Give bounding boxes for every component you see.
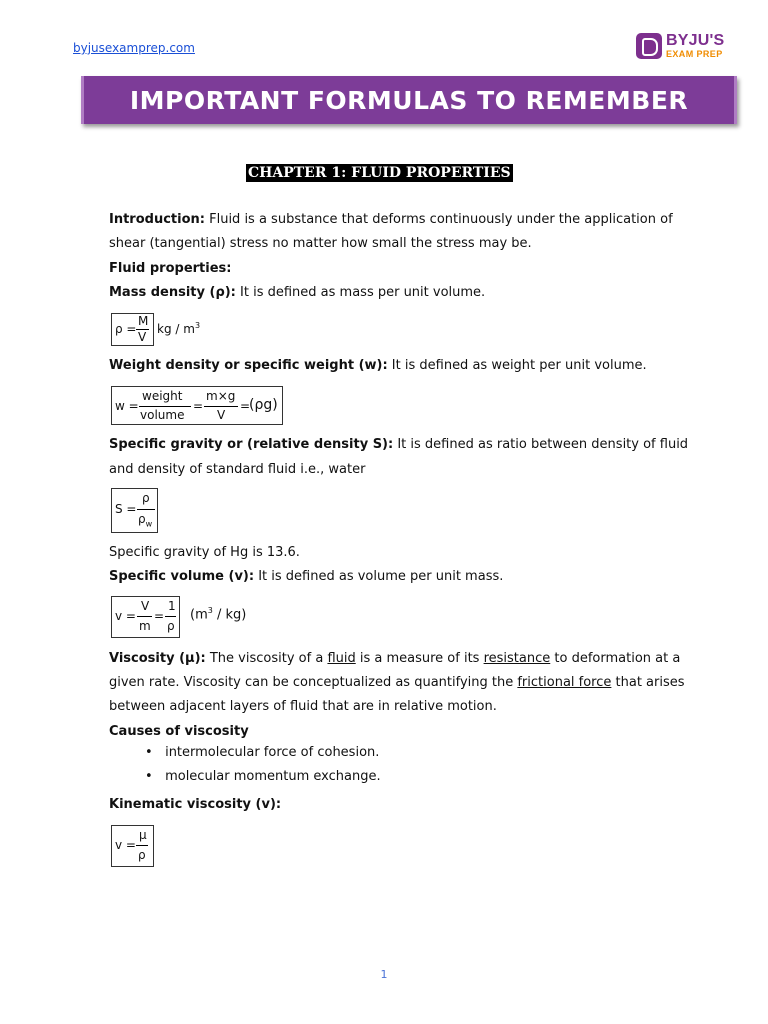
kinematic-viscosity-num: μ bbox=[139, 828, 147, 842]
specific-volume-num2: 1 bbox=[168, 599, 176, 613]
mass-density-label: Mass density (ρ): bbox=[109, 285, 236, 300]
causes-label: Causes of viscosity bbox=[109, 724, 249, 739]
weight-density-eq2: = bbox=[240, 399, 251, 413]
specific-volume-bar1 bbox=[137, 616, 152, 617]
causes-list-item: • intermolecular force of cohesion. bbox=[145, 745, 380, 760]
fluid-properties-heading bbox=[109, 257, 701, 282]
specific-volume-den1: m bbox=[139, 619, 151, 633]
viscosity-line2: given rate. Viscosity can be conceptualized as quantifying the frictional force that arises bbox=[109, 675, 685, 690]
specific-volume-label: Specific volume (v): bbox=[109, 569, 255, 584]
page-number: 1 bbox=[380, 968, 388, 981]
specific-gravity-label: Specific gravity or (relative density S): bbox=[109, 437, 394, 452]
hg-note: Specific gravity of Hg is 13.6. bbox=[109, 545, 300, 560]
mass-density-unit: kg / $m^3$ bbox=[157, 321, 201, 336]
kinematic-viscosity-line bbox=[109, 793, 701, 818]
weight-density-bar2 bbox=[204, 406, 238, 407]
mass-density-den: V bbox=[138, 330, 147, 344]
intro-label: Introduction: bbox=[109, 212, 205, 227]
title-banner bbox=[81, 76, 737, 124]
specific-volume-unit: $(m^3 / kg)$ bbox=[190, 606, 247, 623]
causes-list-item: • molecular momentum exchange. bbox=[145, 769, 381, 784]
specific-volume-eq: = bbox=[154, 609, 165, 623]
kinematic-viscosity-den: ρ bbox=[138, 848, 146, 862]
logo-line1: BYJU'S bbox=[666, 32, 725, 49]
weight-density-den2: V bbox=[217, 408, 226, 422]
byjus-logo-icon bbox=[636, 33, 662, 59]
kinematic-viscosity-formula-box bbox=[111, 825, 154, 867]
specific-gravity-lhs: S = bbox=[115, 502, 137, 516]
chapter-heading: CHAPTER 1: FLUID PROPERTIES bbox=[248, 165, 511, 181]
specific-gravity-text2: and density of standard fluid i.e., water bbox=[109, 462, 366, 477]
causes-heading bbox=[109, 720, 701, 745]
intro-paragraph-line1 bbox=[109, 208, 701, 233]
viscosity-line1: Viscosity (μ): The viscosity of a fluid is a measure of its resistance to deformation at a bbox=[109, 651, 681, 666]
specific-volume-formula-box bbox=[111, 596, 180, 638]
mass-density-lhs: ρ = bbox=[115, 322, 137, 336]
weight-density-eq1: = bbox=[193, 399, 204, 413]
specific-volume-den2: ρ bbox=[167, 619, 175, 633]
weight-density-formula-box bbox=[111, 386, 283, 425]
kinematic-viscosity-lhs: v = bbox=[115, 838, 136, 852]
specific-gravity-bar bbox=[137, 509, 155, 510]
specific-gravity-num: ρ bbox=[142, 491, 150, 505]
specific-volume-line bbox=[109, 565, 701, 590]
resistance-link[interactable]: resistance bbox=[483, 651, 551, 666]
byjus-logo bbox=[636, 31, 724, 61]
frictional-force-link[interactable]: frictional force bbox=[517, 675, 612, 690]
viscosity-line3: between adjacent layers of fluid that are in relative motion. bbox=[109, 699, 497, 714]
intro-text-line1: Fluid is a substance that deforms continuously under the application of bbox=[204, 212, 673, 227]
weight-density-line bbox=[109, 354, 701, 379]
specific-volume-text: It is defined as volume per unit mass. bbox=[254, 569, 504, 584]
weight-density-num2: m×g bbox=[206, 389, 236, 403]
site-link[interactable]: byjusexamprep.com bbox=[73, 41, 195, 55]
weight-density-lhs: w = bbox=[115, 399, 139, 413]
fluid-properties-label: Fluid properties: bbox=[109, 261, 232, 276]
weight-density-num1: weight bbox=[142, 389, 183, 403]
fluid-link[interactable]: fluid bbox=[327, 651, 356, 666]
specific-gravity-line1 bbox=[109, 433, 701, 458]
specific-volume-lhs: v = bbox=[115, 609, 136, 623]
specific-volume-bar2 bbox=[165, 616, 176, 617]
mass-density-line bbox=[109, 281, 701, 306]
viscosity-label: Viscosity (μ): bbox=[109, 651, 206, 666]
weight-density-den1: volume bbox=[140, 408, 185, 422]
mass-density-text: It is defined as mass per unit volume. bbox=[235, 285, 486, 300]
specific-volume-num1: V bbox=[141, 599, 150, 613]
kinematic-viscosity-label: Kinematic viscosity (v): bbox=[109, 797, 282, 812]
banner-title: IMPORTANT FORMULAS TO REMEMBER bbox=[129, 85, 689, 115]
specific-gravity-den: $\rho_w$ bbox=[138, 512, 153, 529]
weight-density-text: It is defined as weight per unit volume. bbox=[387, 358, 647, 373]
specific-gravity-formula-box bbox=[111, 488, 158, 533]
intro-text-line2: shear (tangential) stress no matter how small the stress may be. bbox=[109, 236, 532, 251]
weight-density-bar1 bbox=[139, 406, 191, 407]
logo-line2: EXAM PREP bbox=[666, 49, 723, 59]
mass-density-formula-box bbox=[111, 313, 154, 346]
weight-density-label: Weight density or specific weight (w): bbox=[109, 358, 388, 373]
mass-density-num: M bbox=[138, 314, 149, 328]
kinematic-viscosity-bar bbox=[136, 845, 148, 846]
specific-gravity-text1: It is defined as ratio between density of fluid bbox=[393, 437, 689, 452]
weight-density-rhs: (ρg) bbox=[249, 397, 278, 413]
